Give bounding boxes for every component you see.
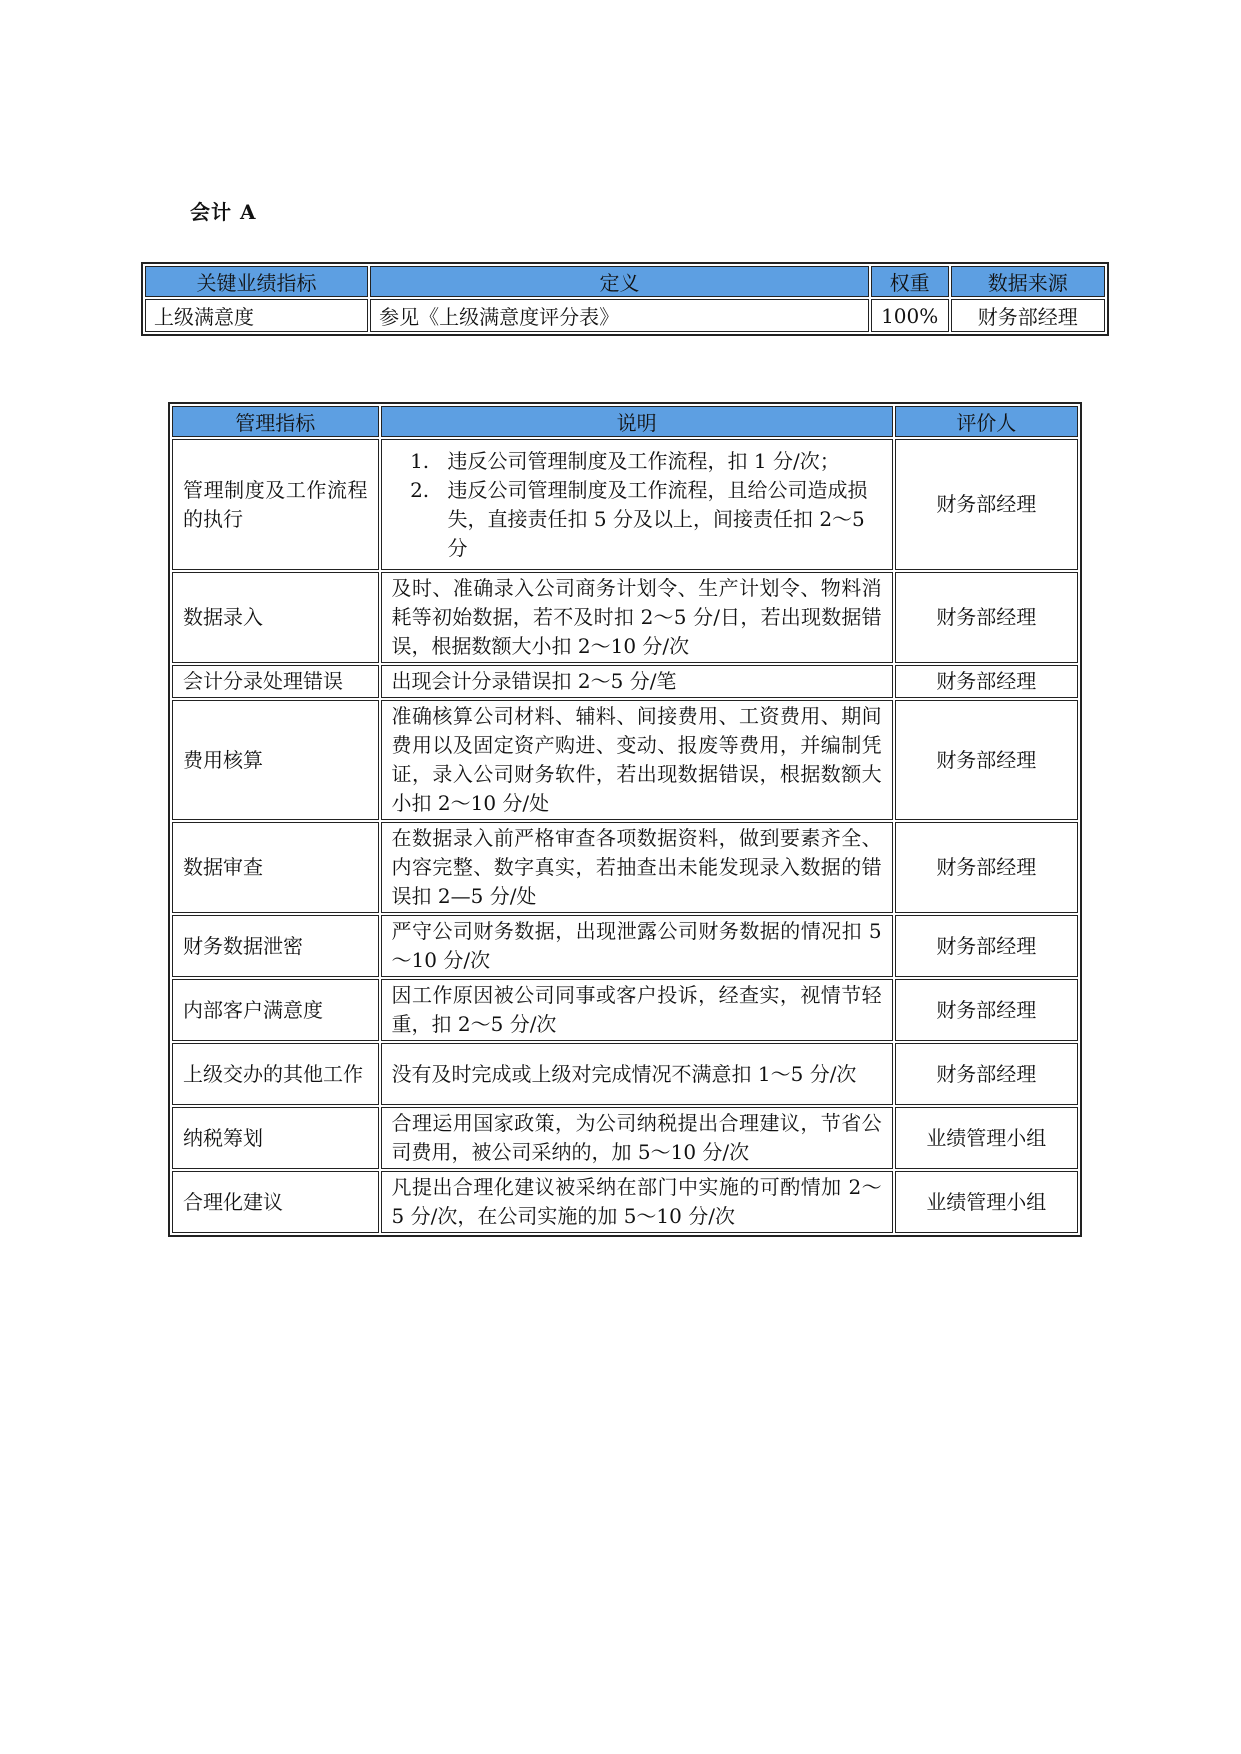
table-row [172, 665, 1078, 698]
table-row [172, 439, 1078, 570]
kpi-definition: 参见《上级满意度评分表》 [370, 299, 869, 332]
row-indicator: 上级交办的其他工作 [172, 1043, 379, 1105]
row-evaluator: 财务部经理 [895, 979, 1078, 1041]
table-row [172, 915, 1078, 977]
list-item: 2. 违反公司管理制度及工作流程，且给公司造成损失，直接责任扣 5 分及以上，间接责任扣 2～5 分 [436, 476, 882, 563]
row-evaluator: 财务部经理 [895, 822, 1078, 913]
kpi-header-weight: 权重 [871, 266, 949, 297]
row-indicator: 会计分录处理错误 [172, 665, 379, 698]
management-indicator-table [168, 402, 1082, 1237]
table-row [172, 1171, 1078, 1233]
list-item: 1. 违反公司管理制度及工作流程，扣 1 分/次； [436, 447, 882, 476]
row-indicator: 数据审查 [172, 822, 379, 913]
mgmt-header-indicator: 管理指标 [172, 406, 379, 437]
kpi-weight: 100% [871, 299, 949, 332]
row-description: 因工作原因被公司同事或客户投诉，经查实，视情节轻重，扣 2～5 分/次 [381, 979, 893, 1041]
row-evaluator: 财务部经理 [895, 915, 1078, 977]
row-description: 在数据录入前严格审查各项数据资料，做到要素齐全、内容完整、数字真实，若抽查出未能发现录入数据的错误扣 2—5 分/处 [381, 822, 893, 913]
row-description: 及时、准确录入公司商务计划令、生产计划令、物料消耗等初始数据，若不及时扣 2～5 分/日，若出现数据错误，根据数额大小扣 2～10 分/次 [381, 572, 893, 663]
table-row [172, 700, 1078, 820]
row-description: 严守公司财务数据，出现泄露公司财务数据的情况扣 5～10 分/次 [381, 915, 893, 977]
row-indicator: 纳税筹划 [172, 1107, 379, 1169]
row-indicator: 合理化建议 [172, 1171, 379, 1233]
row-description: 出现会计分录错误扣 2～5 分/笔 [381, 665, 893, 698]
row-indicator: 数据录入 [172, 572, 379, 663]
mgmt-header-description: 说明 [381, 406, 893, 437]
table-row [172, 1043, 1078, 1105]
row-indicator: 管理制度及工作流程的执行 [172, 439, 379, 570]
row-description: 准确核算公司材料、辅料、间接费用、工资费用、期间费用以及固定资产购进、变动、报废等费用，并编制凭证，录入公司财务软件，若出现数据错误，根据数额大小扣 2～10 分/处 [381, 700, 893, 820]
description-list [392, 447, 882, 563]
row-description: 凡提出合理化建议被采纳在部门中实施的可酌情加 2～5 分/次，在公司实施的加 5～10 分/次 [381, 1171, 893, 1233]
table-row [172, 979, 1078, 1041]
row-indicator: 费用核算 [172, 700, 379, 820]
table-row [172, 1107, 1078, 1169]
row-description: 合理运用国家政策，为公司纳税提出合理建议，节省公司费用，被公司采纳的，加 5～10 分/次 [381, 1107, 893, 1169]
row-evaluator: 财务部经理 [895, 1043, 1078, 1105]
row-evaluator: 业绩管理小组 [895, 1107, 1078, 1169]
mgmt-header-evaluator: 评价人 [895, 406, 1078, 437]
mgmt-header-row [172, 406, 1078, 437]
kpi-header-source: 数据来源 [951, 266, 1105, 297]
kpi-header-row [145, 266, 1105, 297]
row-description: 没有及时完成或上级对完成情况不满意扣 1～5 分/次 [381, 1043, 893, 1105]
row-description [381, 439, 893, 570]
document-title: 会计 A [190, 200, 257, 224]
row-evaluator: 财务部经理 [895, 572, 1078, 663]
kpi-source: 财务部经理 [951, 299, 1105, 332]
kpi-table [141, 262, 1109, 336]
row-evaluator: 财务部经理 [895, 700, 1078, 820]
kpi-header-definition: 定义 [370, 266, 869, 297]
kpi-header-indicator: 关键业绩指标 [145, 266, 368, 297]
kpi-row [145, 299, 1105, 332]
row-evaluator: 财务部经理 [895, 665, 1078, 698]
table-row [172, 572, 1078, 663]
row-evaluator: 业绩管理小组 [895, 1171, 1078, 1233]
row-indicator: 内部客户满意度 [172, 979, 379, 1041]
kpi-indicator: 上级满意度 [145, 299, 368, 332]
row-evaluator: 财务部经理 [895, 439, 1078, 570]
table-row [172, 822, 1078, 913]
row-indicator: 财务数据泄密 [172, 915, 379, 977]
